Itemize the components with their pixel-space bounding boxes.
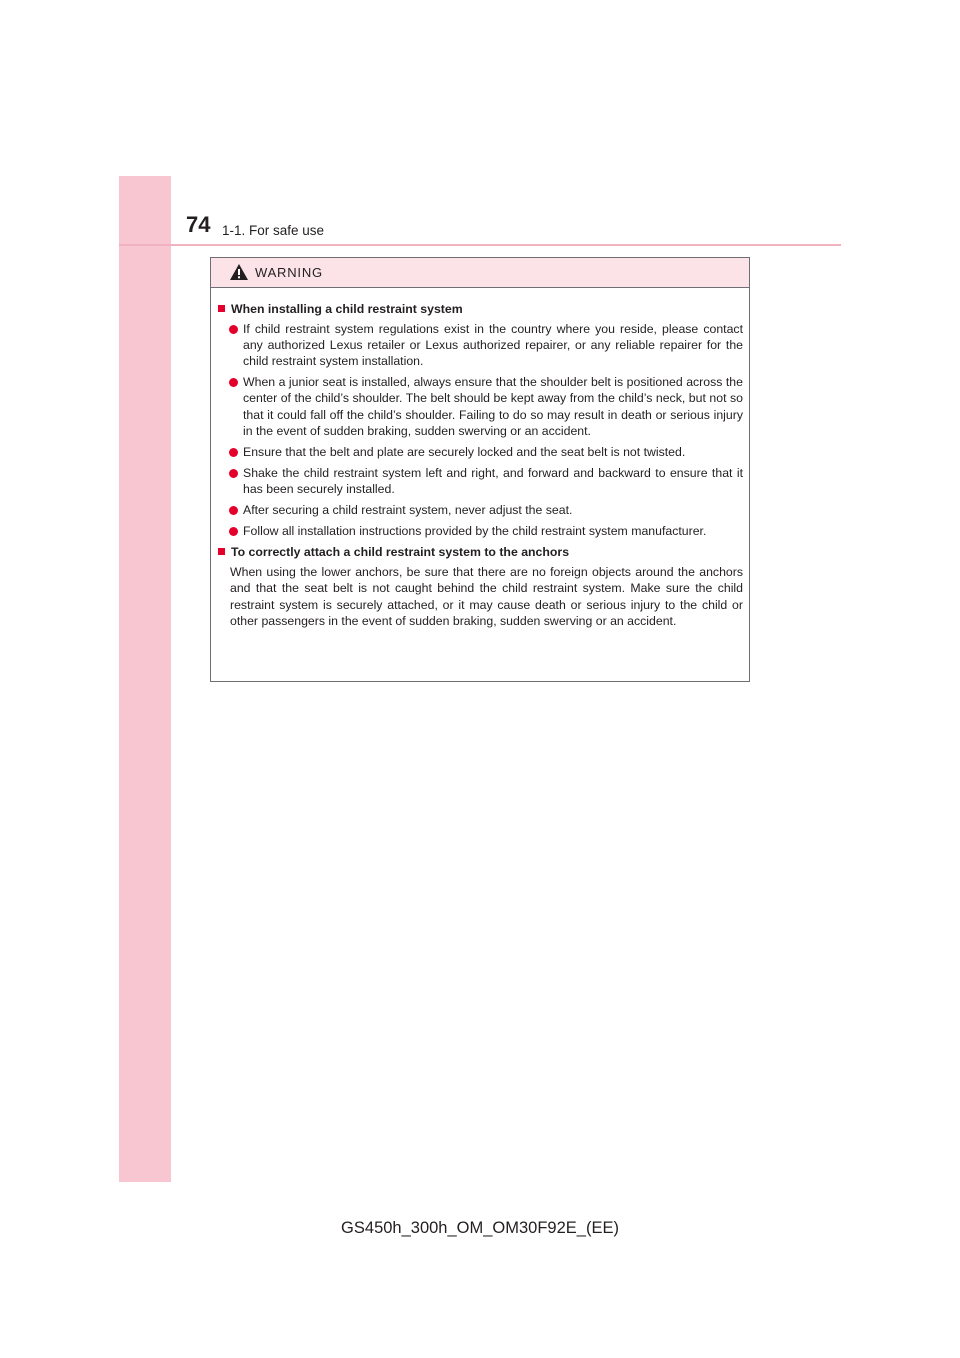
square-bullet-icon [218, 305, 225, 312]
header-rule [119, 244, 841, 246]
list-item [217, 374, 743, 438]
document-code: GS450h_300h_OM_OM30F92E_(EE) [341, 1219, 619, 1237]
list-item-text: Ensure that the belt and plate are securely locked and the seat belt is not twisted. [243, 444, 686, 459]
circle-bullet-icon [229, 527, 238, 536]
topic-heading [217, 544, 743, 560]
topic-anchors [217, 544, 743, 628]
warning-body [211, 288, 749, 629]
section-title: 1-1. For safe use [222, 223, 325, 238]
list-item [217, 523, 743, 539]
circle-bullet-icon [229, 506, 238, 515]
topic-heading [217, 301, 743, 317]
list-item [217, 444, 743, 460]
topic-title: To correctly attach a child restraint system to the anchors [231, 545, 570, 560]
side-color-band [119, 176, 171, 1182]
page-number: 74 [186, 212, 211, 237]
bullet-list [217, 321, 743, 539]
warning-box [210, 257, 750, 682]
warning-triangle-icon [229, 263, 249, 281]
circle-bullet-icon [229, 325, 238, 334]
list-item-text: If child restraint system regulations exist in the country where you reside, please contact any authorized Lexus retailer or Lexus authorized repairer, or any reliable repairer for the child restraint system installation. [243, 322, 743, 369]
warning-label: WARNING [255, 265, 323, 280]
list-item-text: Follow all installation instructions provided by the child restraint system manufacturer. [243, 524, 707, 539]
list-item-text: When a junior seat is installed, always ensure that the shoulder belt is positioned across the center of the child’s shoulder. The belt should be kept away from the child’s neck, but not so that it could fall off the child’s shoulder. Failing to do so may result in death or serious injury in the event of sudden braking, sudden swerving or an accident. [243, 375, 743, 438]
list-item [217, 465, 743, 497]
square-bullet-icon [218, 548, 225, 555]
circle-bullet-icon [229, 448, 238, 457]
list-item-text: Shake the child restraint system left and right, and forward and backward to ensure that it has been securely installed. [243, 465, 743, 496]
list-item-text: After securing a child restraint system, never adjust the seat. [243, 503, 573, 518]
warning-header [211, 258, 749, 288]
topic-title: When installing a child restraint system [231, 302, 463, 316]
topic-installing [217, 301, 743, 539]
circle-bullet-icon [229, 378, 238, 387]
list-item [217, 321, 743, 369]
list-item [217, 502, 743, 518]
circle-bullet-icon [229, 469, 238, 478]
topic-paragraph: When using the lower anchors, be sure that there are no foreign objects around the anchors and that the seat belt is not caught behind the child restraint system. Make sure the child restraint system is securely attached, or it may cause death or serious injury to the child or other passengers in the event of sudden braking, sudden swerving or an accident. [230, 565, 743, 628]
